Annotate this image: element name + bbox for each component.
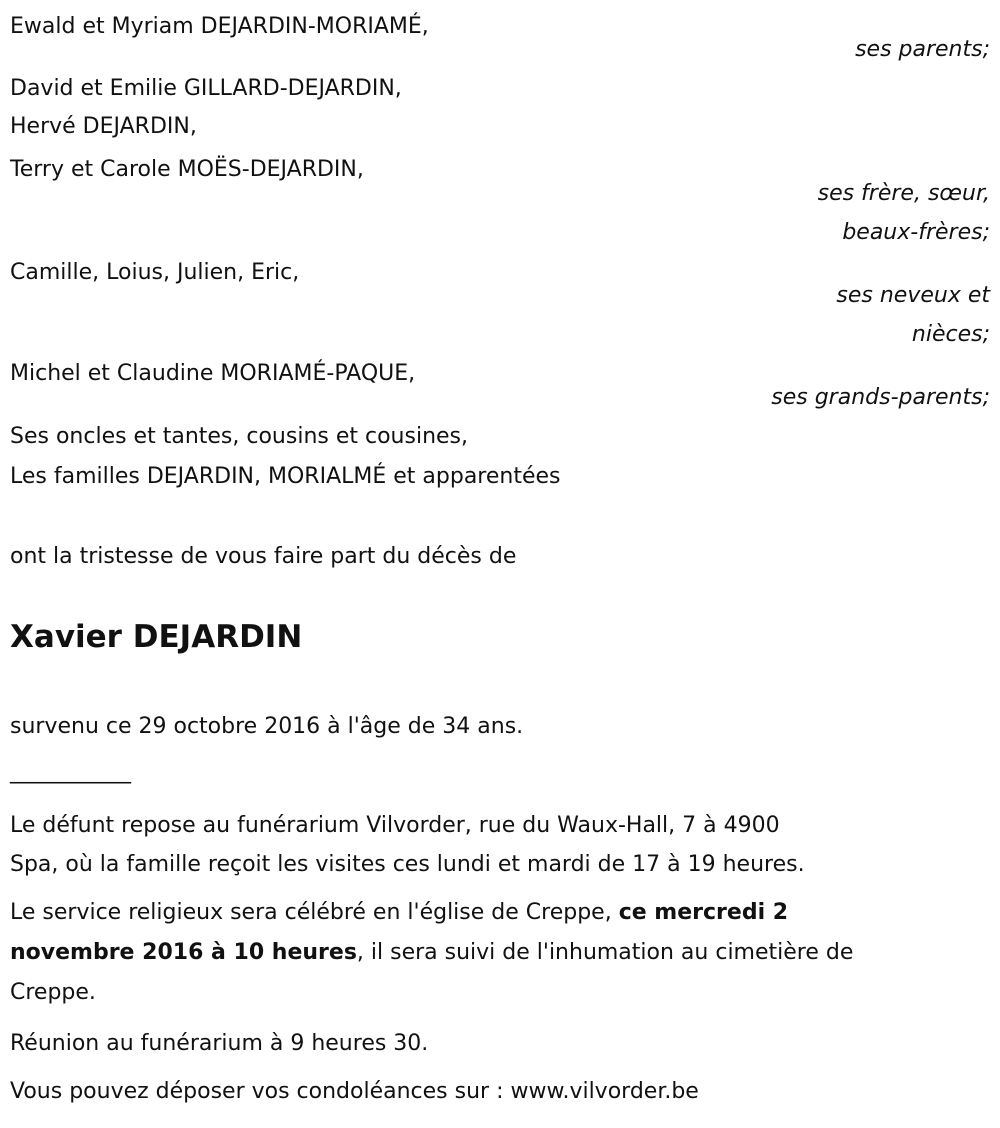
service-line: Creppe.	[10, 980, 96, 1005]
service-line	[10, 939, 853, 967]
separator-line: ___________	[10, 759, 131, 784]
relation-label: nièces;	[911, 322, 990, 347]
family-name-line: Michel et Claudine MORIAMÉ-PAQUE,	[10, 361, 416, 386]
relation-label: ses neveux et	[836, 283, 990, 308]
service-date-bold: ce mercredi 2	[618, 900, 789, 925]
service-text: Le service religieux sera célébré en l'église de Creppe,	[10, 900, 619, 925]
family-name-line: Terry et Carole MOËS-DEJARDIN,	[10, 157, 364, 182]
relation-label: ses parents;	[855, 37, 990, 62]
relation-label: ses grands-parents;	[771, 385, 990, 410]
condolences-text: Vous pouvez déposer vos condoléances sur : www.vilvorder.be	[10, 1079, 699, 1104]
deceased-name: Xavier DEJARDIN	[10, 619, 303, 655]
service-line	[10, 899, 788, 927]
family-name-line: Camille, Loius, Julien, Eric,	[10, 260, 300, 285]
family-name-line: Ses oncles et tantes, cousins et cousines,	[10, 424, 469, 449]
relation-label: beaux-frères;	[842, 220, 990, 245]
repose-line: Le défunt repose au funérarium Vilvorder, rue du Waux-Hall, 7 à 4900	[10, 813, 780, 838]
family-name-line: David et Emilie GILLARD-DEJARDIN,	[10, 76, 402, 101]
family-name-line: Les familles DEJARDIN, MORIALMÉ et apparentées	[10, 464, 561, 489]
family-name-line: Ewald et Myriam DEJARDIN-MORIAMÉ,	[10, 14, 429, 39]
death-info: survenu ce 29 octobre 2016 à l'âge de 34 ans.	[10, 714, 524, 739]
announcement-text: ont la tristesse de vous faire part du décès de	[10, 544, 517, 569]
relation-label: ses frère, sœur,	[817, 181, 990, 206]
reunion-text: Réunion au funérarium à 9 heures 30.	[10, 1031, 429, 1056]
service-date-bold: novembre 2016 à 10 heures	[10, 940, 357, 965]
family-name-line: Hervé DEJARDIN,	[10, 114, 197, 139]
service-text: , il sera suivi de l'inhumation au cimetière de	[356, 940, 854, 965]
repose-line: Spa, où la famille reçoit les visites ces lundi et mardi de 17 à 19 heures.	[10, 852, 805, 877]
